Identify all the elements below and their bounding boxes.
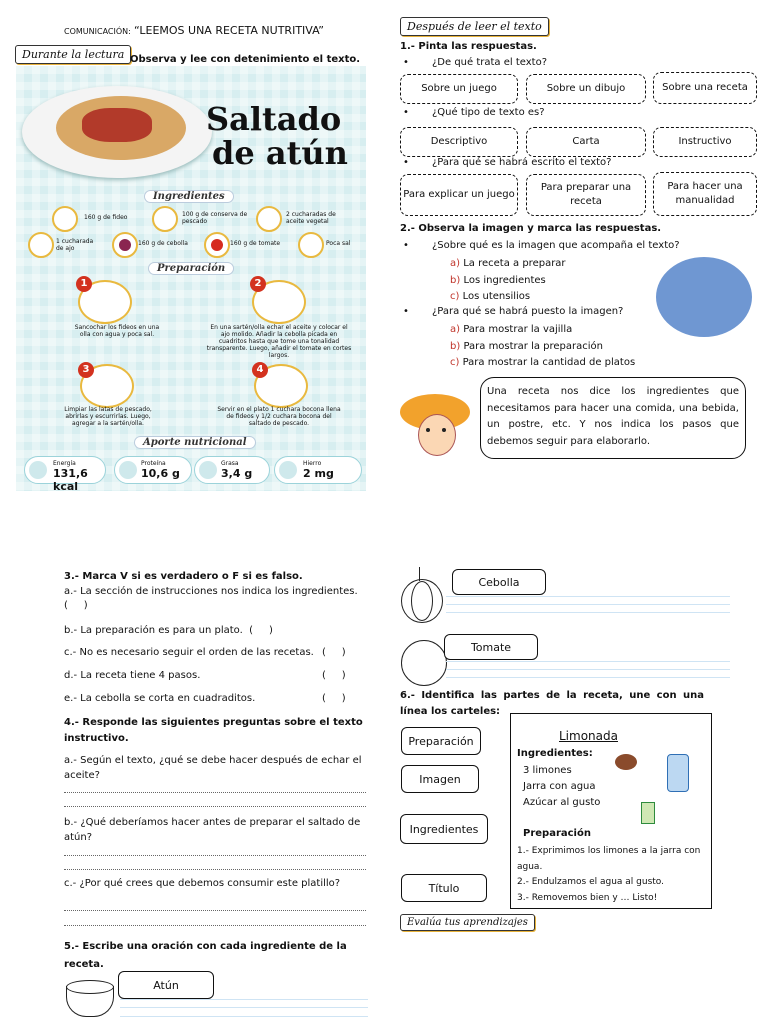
q2b-options [450,322,635,372]
option-text[interactable]: La receta a preparar [463,258,566,269]
nutrition-banner: Aporte nutricional [134,436,256,449]
q3-paren-c[interactable]: ( ) [322,647,346,658]
option-letter: a) [450,258,461,269]
step-4-text: Servir en el plato 1 cuchara bocona llena de fideos y 1/2 cuchara bocona del saltado de pescado. [217,406,341,427]
writing-line[interactable] [446,669,730,670]
limonada-ing-3: Azúcar al gusto [523,797,601,808]
limonada-step: 2.- Endulzamos el agua al gusto. [517,877,664,887]
answer-line[interactable] [64,925,366,926]
option-letter: b) [450,274,461,286]
option-letter: c) [450,291,460,302]
q3-paren-a[interactable]: ( ) [64,600,88,611]
ingredient-tag-atun: Atún [118,971,214,999]
nutrition-value: 3,4 g [221,467,253,480]
answer-line[interactable] [64,806,366,807]
step-1-text: Sancochar los fideos en una olla con agua y poca sal. [74,324,160,338]
bullet: • [403,240,409,251]
option-letter: b) [450,340,461,352]
step-3-number: 3 [78,362,94,378]
q1b-option-1[interactable]: Descriptivo [400,127,518,157]
jug-icon [667,754,689,792]
q2-title: 2.- Observa la imagen y marca las respuestas. [400,223,662,234]
q3-item-e: e.- La cebolla se corta en cuadraditos. [64,693,256,704]
ingredient-4: 1 cucharada de ajo [56,238,94,252]
limonada-steps [517,844,705,906]
glass-icon [641,802,655,824]
option-text[interactable]: Para mostrar la preparación [463,340,604,352]
option-text[interactable]: Para mostrar la vajilla [463,324,573,335]
ingredient-2: 100 g de conserva de pescado [182,211,248,225]
onion-icon [112,232,138,258]
despues-tag: Después de leer el texto [400,17,549,36]
durante-instruction: Observa y lee con detenimiento el texto. [130,54,361,65]
q3-item-b-text: b.- La preparación es para un plato. [64,625,243,636]
bullet: • [403,306,409,317]
nutrition-protein [114,456,192,484]
preparation-banner: Preparación [148,262,234,275]
ingredient-3: 2 cucharadas de aceite vegetal [286,211,336,225]
q3-item-b: b.- La preparación es para un plato. ( ) [64,625,273,636]
q4-item-a: a.- Según el texto, ¿qué se debe hacer después de echar el aceite? [64,755,362,781]
recipe-title-2: de atún [212,134,348,172]
option-letter: c) [450,357,460,368]
evalua-tag: Evalúa tus aprendizajes [400,914,535,931]
q1b-option-3[interactable]: Instructivo [653,127,757,157]
q2b-question: ¿Para qué se habrá puesto la imagen? [432,306,624,317]
label-ingredientes[interactable]: Ingredientes [400,814,488,844]
limonada-prep-header: Preparación [523,828,591,839]
plate-image [22,86,212,178]
writing-line[interactable] [120,1016,368,1017]
option-text[interactable]: Para mostrar la cantidad de platos [462,357,636,368]
nutrition-label: Hierro [303,460,322,467]
nutrition-label: Energía [53,460,76,467]
durante-tag: Durante la lectura [15,45,131,64]
ingredient-tag-tomate: Tomate [444,634,538,660]
label-preparacion[interactable]: Preparación [401,727,481,755]
writing-line[interactable] [120,999,368,1000]
step-2-number: 2 [250,276,266,292]
q3-paren-d[interactable]: ( ) [322,670,346,681]
nutrition-value: 2 mg [303,467,334,480]
nutrition-value: 131,6 kcal [53,467,88,493]
speech-bubble: Una receta nos dice los ingredientes que necesitamos para hacer una comida, una bebida, un postre, etc. Y nos indica los pasos que debemos seguir para elaborarlo. [480,377,746,459]
q1b-question: ¿Qué tipo de texto es? [432,107,545,118]
garlic-icon [28,232,54,258]
answer-line[interactable] [64,869,366,870]
answer-line[interactable] [64,855,366,856]
q2a-options [450,256,566,306]
ingredient-5: 160 g de cebolla [138,240,188,247]
tuna-can-icon [66,980,114,1020]
q1b-option-2[interactable]: Carta [526,127,646,157]
q3-paren-e[interactable]: ( ) [322,693,346,704]
teapot-icon [615,754,637,770]
option-letter: a) [450,324,461,335]
q3-item-d: d.- La receta tiene 4 pasos. [64,670,201,681]
option-text[interactable]: Los utensilios [462,291,531,302]
q1a-question: ¿De qué trata el texto? [432,57,548,68]
ingredient-1: 160 g de fideo [84,214,128,221]
answer-line[interactable] [64,910,366,911]
limonada-step: 3.- Removemos bien y … Listo! [517,892,658,903]
option-text[interactable]: Los ingredientes [463,274,546,286]
nutrition-value: 10,6 g [141,467,180,480]
spoon-oil-icon [256,206,282,232]
q3-title: 3.- Marca V si es verdadero o F si es falso. [64,571,303,582]
onion-drawing [401,567,443,623]
nutrition-fat [194,456,270,484]
ingredient-7: Poca sal [326,240,351,247]
step-4-number: 4 [252,362,268,378]
recipe-title-1: Saltado [206,100,342,138]
q5-title: 5.- Escribe una oración con cada ingrediente de la receta. [64,941,347,970]
label-imagen[interactable]: Imagen [401,765,479,793]
worksheet-title: “LEEMOS UNA RECETA NUTRITIVA” [134,24,324,37]
q1a-option-3[interactable]: Sobre una receta [653,72,757,104]
salt-icon [298,232,324,258]
nutrition-energy [24,456,106,493]
bullet: • [403,107,409,118]
writing-line[interactable] [446,661,730,662]
subject-label: COMUNICACIÓN: [64,27,131,36]
bullet: • [403,157,409,168]
q4-item-c: c.- ¿Por qué crees que debemos consumir este platillo? [64,878,341,889]
writing-line[interactable] [446,677,730,678]
blue-oval-shape [656,257,752,337]
q4-item-b: b.- ¿Qué deberíamos hacer antes de preparar el saltado de atún? [64,817,361,843]
limonada-ing-1: 3 limones [523,765,572,776]
step-2-text: En una sartén/olla echar el aceite y colocar el ajo molido. Añadir la cebolla picada en cuadritos hasta que tome una tonalidad transparente. Luego, añadir el tomate en cortes largos. [206,324,352,359]
nutrition-label: Grasa [221,460,239,467]
q1a-option-1[interactable]: Sobre un juego [400,74,518,104]
q1c-option-3[interactable]: Para hacer una manualidad [653,172,757,216]
q1c-question: ¿Para qué se habrá escrito el texto? [432,157,612,168]
nutrition-label: Proteína [141,460,166,467]
bullet: • [403,57,409,68]
writing-line[interactable] [446,612,730,613]
q1c-option-1[interactable]: Para explicar un juego [400,174,518,216]
noodles-icon [52,206,78,232]
q1c-option-2[interactable]: Para preparar una receta [526,174,646,216]
limonada-card [510,713,712,909]
writing-line[interactable] [120,1007,368,1008]
q3-item-a: a.- La sección de instrucciones nos indica los ingredientes. [64,586,358,597]
can-icon [152,206,178,232]
writing-line[interactable] [446,604,730,605]
ingredient-6: 160 g de tomate [230,240,281,247]
q1a-option-2[interactable]: Sobre un dibujo [526,74,646,104]
q1-title: 1.- Pinta las respuestas. [400,41,537,52]
step-3-text: Limpiar las latas de pescado, abrirlas y escurrirlas. Luego, agregar a la sartén/olla. [64,406,152,427]
girl-illustration [400,394,470,460]
limonada-ing-header: Ingredientes: [517,748,593,759]
saltado [82,108,152,142]
ingredients-banner: Ingredientes [144,190,234,203]
writing-line[interactable] [446,596,730,597]
limonada-step: 1.- Exprimimos los limones a la jarra con agua. [517,846,701,872]
tomato-icon [204,232,230,258]
ingredient-tag-cebolla: Cebolla [452,569,546,595]
step-1-number: 1 [76,276,92,292]
q6-title: 6.- Identifica las partes de la receta, une con una línea los carteles: [400,690,704,717]
q4-title: 4.- Responde las siguientes preguntas sobre el texto instructivo. [64,717,363,744]
q2a-question: ¿Sobre qué es la imagen que acompaña el texto? [432,240,680,251]
limonada-ing-2: Jarra con agua [523,781,596,792]
limonada-title: Limonada [559,729,618,743]
q3-item-c: c.- No es necesario seguir el orden de las recetas. [64,647,314,658]
nutrition-iron [274,456,362,484]
tomato-drawing [401,640,447,686]
recipe-poster [16,66,366,491]
answer-line[interactable] [64,792,366,793]
label-titulo[interactable]: Título [401,874,487,902]
